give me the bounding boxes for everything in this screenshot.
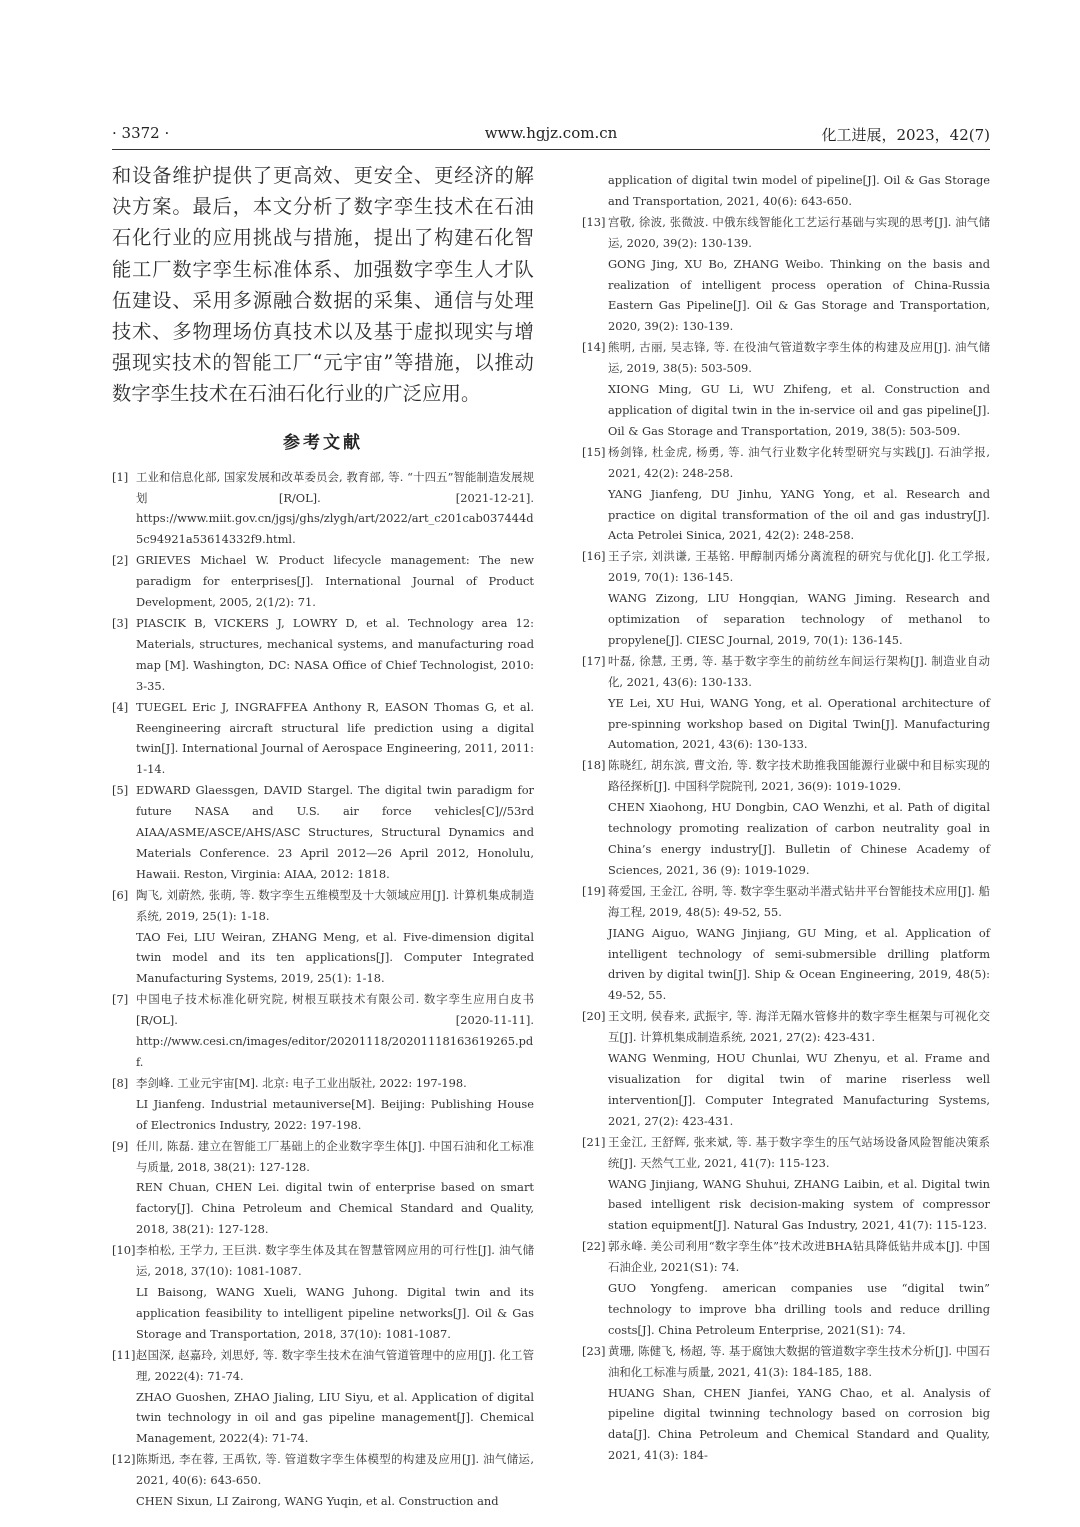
reference-text: 叶磊, 徐慧, 王勇, 等. 基于数字孪生的前纺丝车间运行架构[J]. 制造业自动化, 2021, 43(6): 130-133. [608,653,990,689]
reference-number: [23] [582,1343,606,1358]
reference-number: [5] [112,783,129,798]
reference-text: 李剑峰. 工业元宇宙[M]. 北京: 电子工业出版社, 2022: 197-198. [136,1075,467,1090]
reference-number: [18] [582,758,606,773]
reference-text: 任川, 陈磊. 建立在智能工厂基础上的企业数字孪生体[J]. 中国石油和化工标准与质量, 2018, 38(21): 127-128. [136,1138,534,1174]
reference-english-text: WANG Jinjiang, WANG Shuhui, ZHANG Laibin, et al. Digital twin based intelligent risk decision-making system of compressor station equipment[J]. Natural Gas Industry, 2021, 41(7): 115-123. [608,1176,990,1233]
reference-item [582,881,990,1006]
reference-number: [19] [582,883,606,898]
page-number: · 3372 · [112,124,170,142]
reference-number: [21] [582,1134,606,1149]
reference-number: [4] [112,699,129,714]
reference-number: [9] [112,1138,129,1153]
reference-english-text: WANG Zizong, LIU Hongqian, WANG Jiming. Research and optimization of separation technology of methanol to propylene[J]. CIESC Journal, 2019, 70(1): 136-145. [608,591,990,647]
reference-number: [3] [112,615,129,630]
reference-number: [1] [112,469,129,484]
journal-website: www.hgjz.com.cn [484,124,618,142]
reference-english-text: LI Jianfeng. Industrial metauniverse[M]. Beijing: Publishing House of Electronics Industry, 2022: 197-198. [136,1096,534,1132]
reference-english-text: JIANG Aiguo, WANG Jinjiang, GU Ming, et al. Application of intelligent technology of semi-submersible drilling platform driven by digital twin[J]. Ship & Ocean Engineering, 2019, 48(5): 49-52, 55. [608,925,990,1003]
reference-item [582,546,990,651]
reference-text: 王金江, 王舒辉, 张来斌, 等. 基于数字孪生的压气站场设备风险智能决策系统[J]. 天然气工业, 2021, 41(7): 115-123. [608,1134,990,1170]
reference-item [582,1006,990,1131]
reference-number: [2] [112,553,129,568]
reference-number: [13] [582,214,606,229]
reference-item [582,170,990,212]
reference-text: EDWARD Glaessgen, DAVID Stargel. The digital twin paradigm for future NASA and U.S. air force vehicles[C]//53rd AIAA/ASME/ASCE/AHS/ASC Structures, Structural Dynamics and Materials Conference. 23 April 2012—26 April 2012, Honolulu, Hawaii. Reston, Virginia: AIAA, 2012: 1818. [136,783,534,881]
reference-english-text: GONG Jing, XU Bo, ZHANG Weibo. Thinking on the basis and realization of intelligent process operation of China-Russia Eastern Gas Pipeline[J]. Oil & Gas Storage and Transportation, 2020, 39(2): 130-139. [608,256,990,334]
reference-text: TUEGEL Eric J, INGRAFFEA Anthony R, EASON Thomas G, et al. Reengineering aircraft structural life prediction using a digital twin[J]. International Journal of Aerospace Engineering, 2011, 2011: 1-14. [136,699,534,777]
reference-text: PIASCIK B, VICKERS J, LOWRY D, et al. Technology area 12: Materials, structures, mechanical systems, and manufacturing road map [M]. Washington, DC: NASA Office of Chief Technologist, 2010: 3-35. [136,615,534,693]
reference-number: [14] [582,340,606,355]
reference-text: 陈晓红, 胡东滨, 曹文治, 等. 数字技术助推我国能源行业碳中和目标实现的路径探析[J]. 中国科学院院刊, 2021, 36(9): 1019-1029. [608,758,990,794]
reference-item [112,1449,534,1512]
reference-list-right [582,170,990,1466]
reference-number: [8] [112,1075,129,1090]
journal-citation: 化工进展，2023，42(7) [821,126,990,144]
conclusion-paragraph: 和设备维护提供了更高效、更安全、更经济的解决方案。最后，本文分析了数字孪生技术在石油石化行业的应用挑战与措施，提出了构建石化智能工厂数字孪生标准体系、加强数字孪生人才队伍建设、采用多源融合数据的采集、通信与处理技术、多物理场仿真技术以及基于虚拟现实与增强现实技术的智能工厂“元宇宙”等措施，以推动数字孪生技术在石油石化行业的广泛应用。 [112,164,534,406]
reference-english-text: CHEN Xiaohong, HU Dongbin, CAO Wenzhi, et al. Path of digital technology promoting realization of carbon neutrality goal in China’s energy industry[J]. Bulletin of Chinese Academy of Sciences, 2021, 36 (9): 1019-1029. [608,800,990,877]
reference-item [112,1345,534,1450]
reference-item [112,1136,534,1241]
reference-text: 黄珊, 陈健飞, 杨超, 等. 基于腐蚀大数据的管道数字孪生技术分析[J]. 中国石油和化工标准与质量, 2021, 41(3): 184-185, 188. [608,1343,990,1379]
reference-text: 郭永峰. 美公司利用“数字孪生体”技术改进BHA钻具降低钻井成本[J]. 中国石油企业, 2021(S1): 74. [608,1239,990,1275]
reference-text: 陶飞, 刘蔚然, 张萌, 等. 数字孪生五维模型及十大领域应用[J]. 计算机集成制造系统, 2019, 25(1): 1-18. [136,887,534,923]
reference-text: 工业和信息化部, 国家发展和改革委员会, 教育部, 等. “十四五”智能制造发展规划[R/OL]. [2021-12-21]. https://www.miit.gov.cn/jgsj/ghs/zlygh/art/2022/art_c201cab037444d5c94921a53614332f9.html. [136,469,534,547]
reference-number: [16] [582,549,606,564]
references-heading: 参考文献 [283,432,363,453]
reference-text: application of digital twin model of pipeline[J]. Oil & Gas Storage and Transportation, 2021, 40(6): 643-650. [608,173,990,208]
reference-text: 中国电子技术标准化研究院, 树根互联技术有限公司. 数字孪生应用白皮书[R/OL]. [2020-11-11]. http://www.cesi.cn/images/editor/20201118/20201118163619265.pdf. [136,992,534,1069]
reference-english-text: LI Baisong, WANG Xueli, WANG Juhong. Digital twin and its application feasibility to intelligent pipeline networks[J]. Oil & Gas Storage and Transportation, 2018, 37(10): 1081-1087. [136,1284,534,1341]
reference-list-left [112,467,534,1512]
reference-item [112,697,534,781]
reference-english-text: YANG Jianfeng, DU Jinhu, YANG Yong, et al. Research and practice on digital transformation of the oil and gas industry[J]. Acta Petrolei Sinica, 2021, 42(2): 248-258. [608,486,990,543]
reference-number: [20] [582,1009,606,1024]
reference-number: [17] [582,653,606,668]
reference-english-text: CHEN Sixun, LI Zairong, WANG Yuqin, et al. Construction and [136,1494,499,1509]
header-rule [112,149,990,150]
reference-number: [6] [112,887,129,902]
reference-number: [10] [112,1243,136,1258]
reference-item [582,212,990,337]
reference-number: [22] [582,1239,606,1254]
left-column [112,160,534,1512]
reference-item [582,1236,990,1341]
reference-number: [12] [112,1452,136,1467]
reference-text: 陈斯迅, 李在蓉, 王禹钦, 等. 管道数字孪生体模型的构建及应用[J]. 油气储运, 2021, 40(6): 643-650. [136,1452,534,1488]
reference-item [112,1073,534,1136]
reference-text: 赵国深, 赵嘉玲, 刘思妤, 等. 数字孪生技术在油气管道管理中的应用[J]. 化工管理, 2022(4): 71-74. [136,1347,534,1383]
reference-item [112,613,534,697]
reference-english-text: REN Chuan, CHEN Lei. digital twin of enterprise based on smart factory[J]. China Petroleum and Chemical Standard and Quality, 2018, 38(21): 127-128. [136,1180,534,1237]
right-column [582,170,990,1466]
reference-english-text: TAO Fei, LIU Weiran, ZHANG Meng, et al. Five-dimension digital twin model and its ten applications[J]. Computer Integrated Manufacturing Systems, 2019, 25(1): 1-18. [136,929,534,986]
reference-item [582,442,990,547]
reference-text: 宫敬, 徐波, 张微波. 中俄东线智能化工艺运行基础与实现的思考[J]. 油气储运, 2020, 39(2): 130-139. [608,214,990,250]
reference-text: 杨剑锋, 杜金虎, 杨勇, 等. 油气行业数字化转型研究与实践[J]. 石油学报, 2021, 42(2): 248-258. [608,444,990,480]
reference-english-text: WANG Wenming, HOU Chunlai, WU Zhenyu, et al. Frame and visualization for digital twin of marine riserless well intervention[J]. Computer Integrated Manufacturing Systems, 2021, 27(2): 423-431. [608,1051,990,1128]
reference-item [112,885,534,990]
reference-item [582,1341,990,1466]
reference-english-text: GUO Yongfeng. american companies use “digital twin” technology to improve bha drilling tools and reduce drilling costs[J]. China Petroleum Enterprise, 2021(S1): 74. [608,1281,990,1337]
reference-number: [11] [112,1347,136,1362]
running-header [112,124,990,146]
reference-english-text: YE Lei, XU Hui, WANG Yong, et al. Operational architecture of pre-spinning workshop based on Digital Twin[J]. Manufacturing Automation, 2021, 43(6): 130-133. [608,695,990,752]
reference-item [112,550,534,613]
reference-text: 蒋爱国, 王金江, 谷明, 等. 数字孪生驱动半潜式钻井平台智能技术应用[J]. 船海工程, 2019, 48(5): 49-52, 55. [608,883,990,919]
reference-item [112,467,534,551]
reference-item [112,780,534,885]
reference-text: 王文明, 侯春来, 武振宇, 等. 海洋无隔水管修井的数字孪生框架与可视化交互[J]. 计算机集成制造系统, 2021, 27(2): 423-431. [608,1009,990,1045]
reference-item [582,755,990,880]
reference-text: 王子宗, 刘洪谦, 王基铭. 甲醇制丙烯分离流程的研究与优化[J]. 化工学报, 2019, 70(1): 136-145. [608,549,990,585]
reference-english-text: HUANG Shan, CHEN Jianfei, YANG Chao, et al. Analysis of pipeline digital twinning technology based on corrosion big data[J]. China Petroleum and Chemical Standard and Quality, 2021, 41(3): 184- [608,1385,990,1463]
reference-text: GRIEVES Michael W. Product lifecycle management: The new paradigm for enterprises[J]. International Journal of Product Development, 2005, 2(1/2): 71. [136,553,534,610]
reference-item [582,1132,990,1237]
reference-text: 熊明, 古丽, 吴志锋, 等. 在役油气管道数字孪生体的构建及应用[J]. 油气储运, 2019, 38(5): 503-509. [608,340,990,376]
reference-number: [15] [582,444,606,459]
reference-item [112,989,534,1073]
reference-item [582,651,990,756]
reference-item [582,337,990,442]
reference-english-text: ZHAO Guoshen, ZHAO Jialing, LIU Siyu, et al. Application of digital twin technology in oil and gas pipeline management[J]. Chemical Management, 2022(4): 71-74. [136,1389,534,1446]
reference-text: 李柏松, 王学力, 王巨洪. 数字孪生体及其在智慧管网应用的可行性[J]. 油气储运, 2018, 37(10): 1081-1087. [136,1243,534,1279]
reference-item [112,1240,534,1345]
reference-number: [7] [112,992,129,1007]
reference-english-text: XIONG Ming, GU Li, WU Zhifeng, et al. Construction and application of digital twin in the in-service oil and gas pipeline[J]. Oil & Gas Storage and Transportation, 2019, 38(5): 503-509. [608,382,990,438]
